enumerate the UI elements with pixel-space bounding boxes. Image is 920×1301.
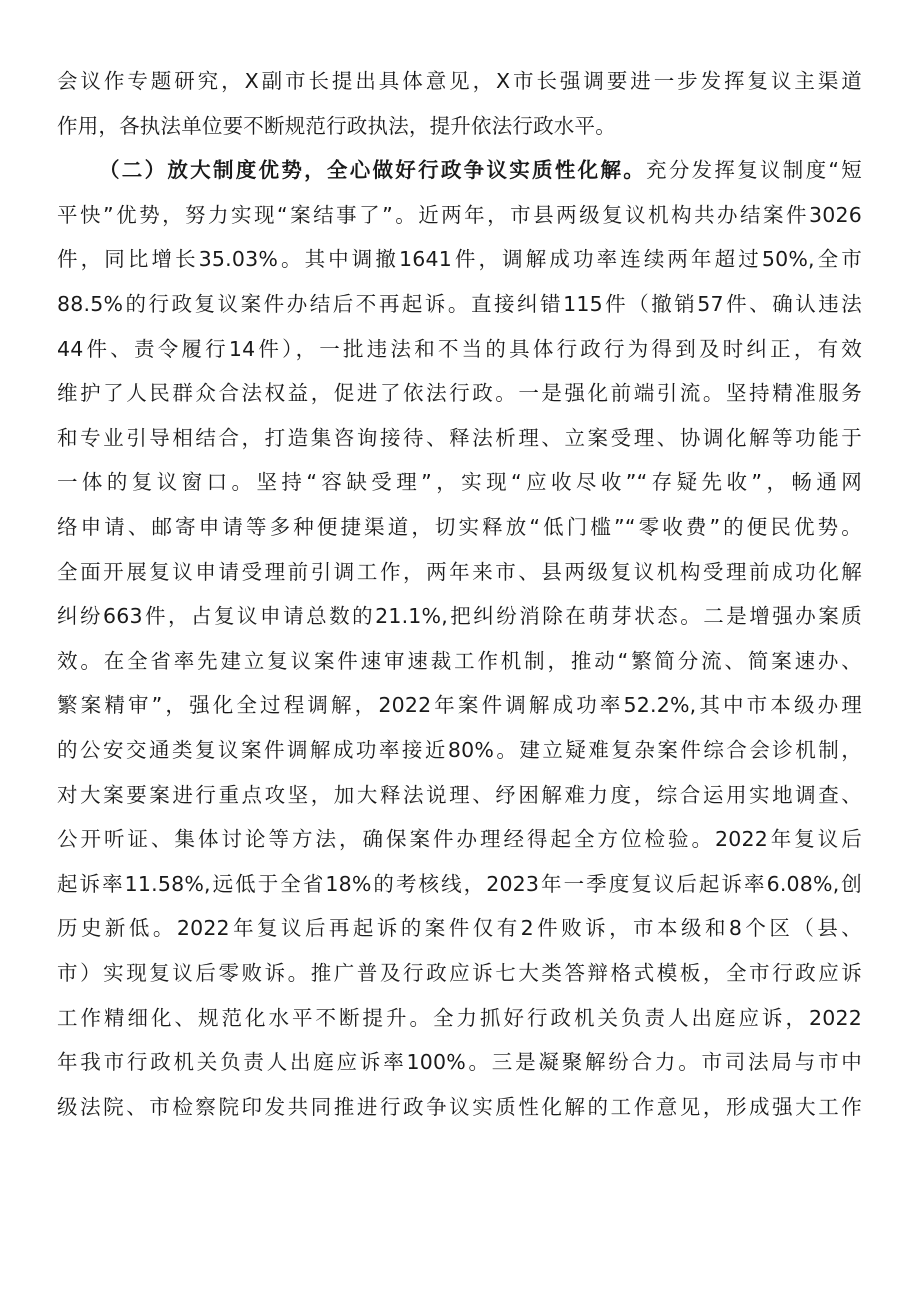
text-line: 年我市行政机关负责人出庭应诉率100%。三是凝聚解纷合力。市司法局与市中: [57, 1050, 862, 1075]
text-line: 起诉率11.58%,远低于全省18%的考核线，2023年一季度复议后起诉率6.08%,创: [57, 871, 862, 896]
text-line: 络申请、邮寄申请等多种便捷渠道，切实释放“低门槛”“零收费”的便民优势。: [57, 515, 862, 539]
text-line: 公开听证、集体讨论等方法，确保案件办理经得起全方位检验。2022年复议后: [57, 827, 862, 852]
text-line: 对大案要案进行重点攻坚，加大释法说理、纾困解难力度，综合运用实地调查、: [57, 782, 862, 807]
section-heading: （二）放大制度优势，全心做好行政争议实质性化解。: [99, 158, 647, 183]
text-line: 历史新低。2022年复议后再起诉的案件仅有2件败诉，市本级和8个区（县、: [57, 916, 862, 941]
text-line: 纠纷663件，占复议申请总数的21.1%,把纠纷消除在萌芽状态。二是增强办案质: [57, 604, 862, 629]
text-line: 效。在全省率先建立复议案件速审速裁工作机制，推动“繁简分流、简案速办、: [57, 648, 862, 673]
text-line: 全面开展复议申请受理前引调工作，两年来市、县两级复议机构受理前成功化解: [57, 559, 862, 584]
text-line: 件，同比增长35.03%。其中调撤1641件，调解成功率连续两年超过50%,全市: [57, 247, 862, 272]
text-line: 级法院、市检察院印发共同推进行政争议实质性化解的工作意见，形成强大工作: [57, 1094, 862, 1119]
text-line: 工作精细化、规范化水平不断提升。全力抓好行政机关负责人出庭应诉，2022: [57, 1005, 862, 1030]
text-line: 的公安交通类复议案件调解成功率接近80%。建立疑难复杂案件综合会诊机制，: [57, 738, 862, 762]
text-line: 维护了人民群众合法权益，促进了依法行政。一是强化前端引流。坚持精准服务: [57, 381, 862, 406]
text-line: 平快”优势，努力实现“案结事了”。近两年，市县两级复议机构共办结案件3026: [57, 202, 862, 227]
text-line: 44件、责令履行14件），一批违法和不当的具体行政行为得到及时纠正，有效: [57, 336, 862, 361]
text-line: 和专业引导相结合，打造集咨询接待、释法析理、立案受理、协调化解等功能于: [57, 425, 862, 450]
text-line: 作用，各执法单位要不断规范行政执法，提升依法行政水平。: [57, 113, 616, 138]
text-line: [99, 151, 862, 189]
text-line: 会议作专题研究，X副市长提出具体意见，X市长强调要进一步发挥复议主渠道: [57, 69, 862, 93]
text-line: 88.5%的行政复议案件办结后不再起诉。直接纠错115件（撤销57件、确认违法: [57, 292, 862, 316]
text-line: 一体的复议窗口。坚持“容缺受理”，实现“应收尽收”“存疑先收”，畅通网: [57, 470, 862, 495]
heading-continuation: 充分发挥复议制度“短: [646, 158, 862, 183]
text-line: 市）实现复议后零败诉。推广普及行政应诉七大类答辩格式模板，全市行政应诉: [57, 961, 862, 985]
text-line: 繁案精审”，强化全过程调解，2022年案件调解成功率52.2%,其中市本级办理: [57, 693, 862, 718]
